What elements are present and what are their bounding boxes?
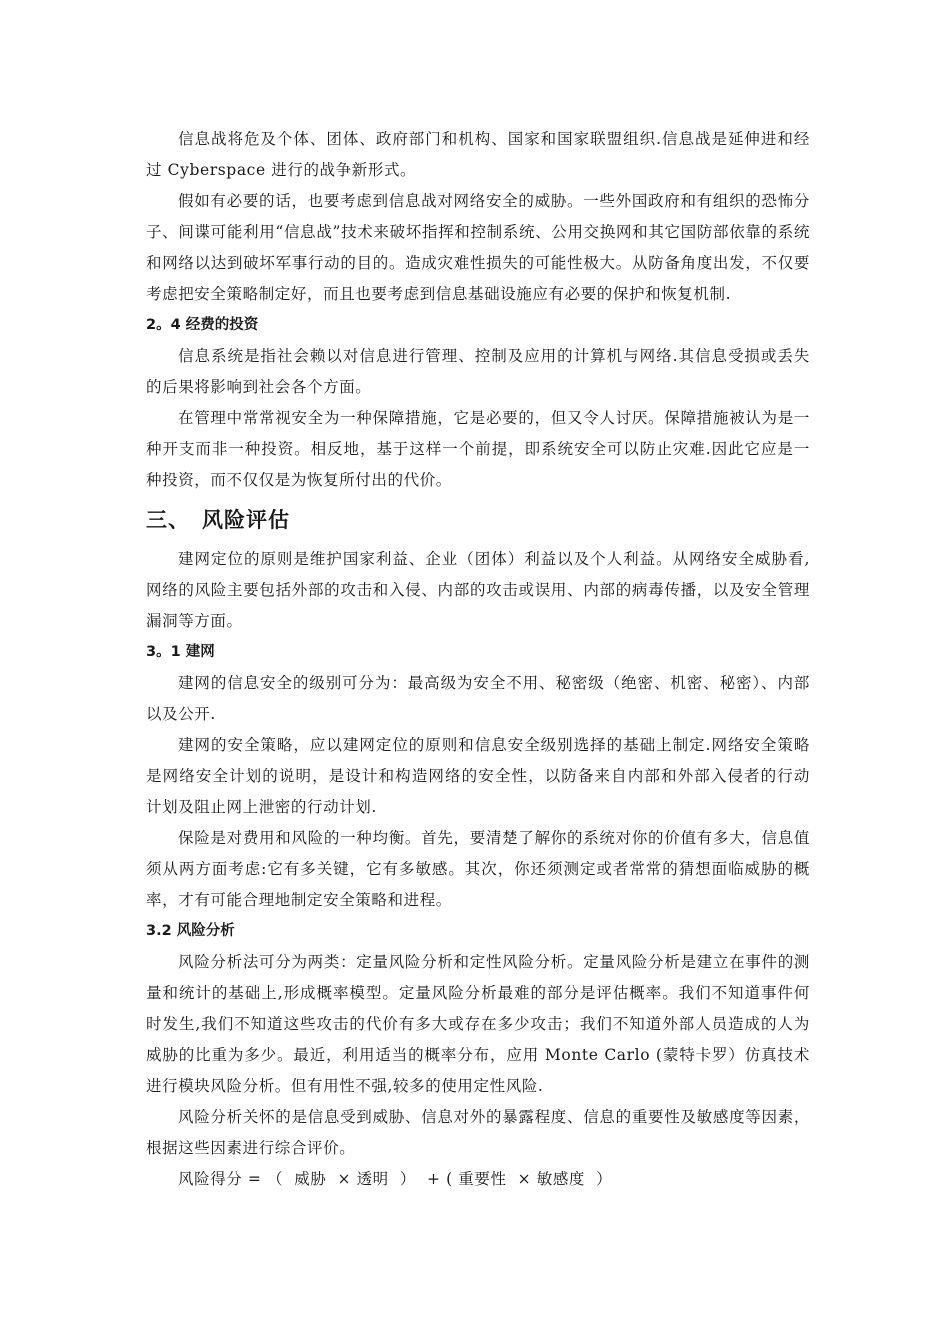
document-body	[146, 124, 810, 1195]
paragraph: 保险是对费用和风险的一种均衡。首先，要清楚了解你的系统对你的价值有多大，信息值须从两方面考虑:它有多关键，它有多敏感。其次，你还须测定或者常常的猜想面临威胁的概率，才有可能合理地制定安全策略和进程。	[146, 829, 810, 909]
paragraph: 建网的安全策略，应以建网定位的原则和信息安全级别选择的基础上制定.网络安全策略是网络安全计划的说明，是设计和构造网络的安全性，以防备来自内部和外部入侵者的行动 计划及阻止网上泄密的行动计划.	[146, 736, 810, 816]
section-title-text: 风险评估	[202, 508, 290, 532]
subsection-heading: 2。4 经费的投资	[146, 317, 259, 333]
section-number: 三、	[146, 508, 190, 532]
paragraph: 建网定位的原则是维护国家利益、企业（团体）利益以及个人利益。从网络安全威胁看,网络的风险主要包括外部的攻击和入侵、内部的攻击或误用、内部的病毒传播，以及安全管理漏洞等方面。	[146, 550, 810, 630]
paragraph: 假如有必要的话，也要考虑到信息战对网络安全的威胁。一些外国政府和有组织的恐怖分子、间谍可能利用“信息战”技术来破坏指挥和控制系统、公用交换网和其它国防部依靠的系统和网络以达到破坏军事行动的目的。造成灾难性损失的可能性极大。从防备角度出发，不仅要考虑把安全策略制定好，而且也要考虑到信息基础设施应有必要的保护和恢复机制.	[146, 192, 810, 303]
risk-score-formula: 风险得分 = （ 威胁 × 透明 ） + ( 重要性 × 敏感度 ）	[178, 1170, 613, 1188]
paragraph: 在管理中常常视安全为一种保障措施，它是必要的，但又令人讨厌。保障措施被认为是一种开支而非一种投资。相反地，基于这样一个前提，即系统安全可以防止灾难.因此它应是一种投资，而不仅仅是为恢复所付出的代价。	[146, 409, 810, 489]
paragraph: 信息系统是指社会赖以对信息进行管理、控制及应用的计算机与网络.其信息受损或丢失的后果将影响到社会各个方面。	[146, 347, 810, 396]
paragraph: 信息战将危及个体、团体、政府部门和机构、国家和国家联盟组织.信息战是延伸进和经过 Cyberspace 进行的战争新形式。	[146, 130, 810, 179]
section-heading	[146, 502, 810, 538]
paragraph: 建网的信息安全的级别可分为：最高级为安全不用、秘密级（绝密、机密、秘密）、内部以及公开.	[146, 674, 810, 723]
paragraph: 风险分析关怀的是信息受到威胁、信息对外的暴露程度、信息的重要性及敏感度等因素，根据这些因素进行综合评价。	[146, 1108, 810, 1157]
paragraph: 风险分析法可分为两类：定量风险分析和定性风险分析。定量风险分析是建立在事件的测量和统计的基础上,形成概率模型。定量风险分析最难的部分是评估概率。我们不知道事件何时发生,我们不知道这些攻击的代价有多大或存在多少攻击；我们不知道外部人员造成的人为威胁的比重为多少。最近，利用适当的概率分布，应用 Monte Carlo (蒙特卡罗）仿真技术进行模块风险分析。但有用性不强,较多的使用定性风险.	[146, 953, 810, 1095]
subsection-heading: 3.2 风险分析	[146, 923, 235, 939]
subsection-heading: 3。1 建网	[146, 644, 215, 660]
